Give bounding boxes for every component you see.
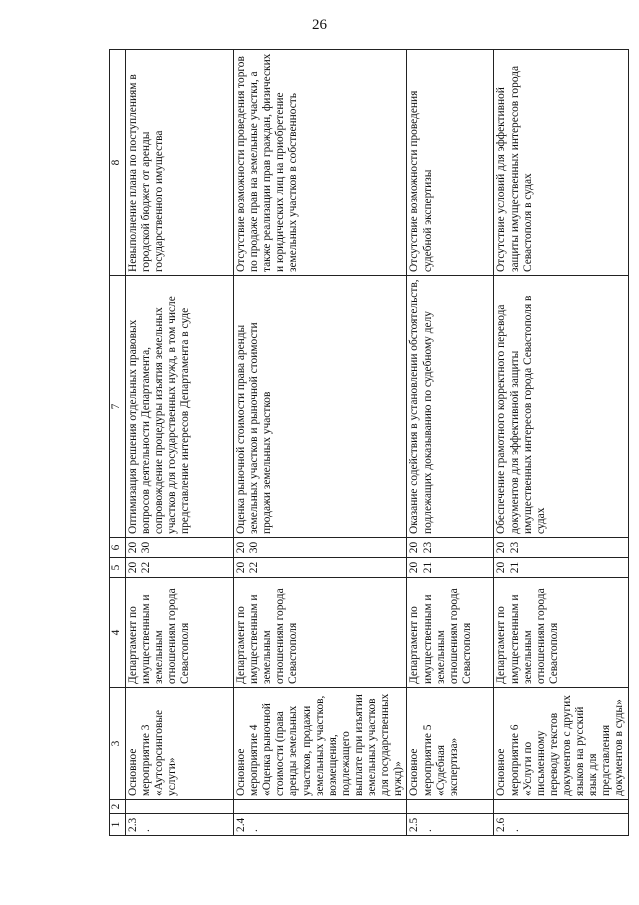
start-year-cell: 2021 [494,558,628,578]
row-number: 2.3. [126,814,234,836]
table-row [494,50,628,836]
table-frame [109,50,626,836]
table-row [234,50,407,836]
header-cell-4: 4 [110,578,126,688]
row-number: 2.6. [494,814,628,836]
executor-cell: Департамент по имущественным и земельным отношениям города Севастополя [407,578,494,688]
row-number: 2.4. [234,814,407,836]
end-year-cell: 2023 [494,538,628,558]
header-cell-6: 6 [110,538,126,558]
row-col2 [494,800,628,814]
rotated-table-container [109,50,626,836]
row-col2 [126,800,234,814]
activity-cell: Основное мероприятие 6 «Услуги по письменному переводу текстов документов с других языков на русский язык для представления документов в суды» [494,688,628,800]
end-year-cell: 2030 [126,538,234,558]
row-col2 [407,800,494,814]
start-year-cell: 2022 [234,558,407,578]
header-cell-1: 1 [110,814,126,836]
page-number: 26 [312,17,327,33]
table-row [407,50,494,836]
activity-cell: Основное мероприятие 5 «Судебная экспертиза» [407,688,494,800]
header-cell-3: 3 [110,688,126,800]
consequences-cell: Отсутствие возможности проведения торгов по продаже прав на земельные участки, а также реализации прав граждан, физических и юридических лиц на приобретение земельных участков в собственность [234,50,407,276]
header-cell-2: 2 [110,800,126,814]
start-year-cell: 2021 [407,558,494,578]
executor-cell: Департамент по имущественным и земельным отношениям города Севастополя [126,578,234,688]
end-year-cell: 2030 [234,538,407,558]
header-cell-8: 8 [110,50,126,276]
consequences-cell: Отсутствие условий для эффективной защиты имущественных интересов города Севастополя в судах [494,50,628,276]
row-number: 2.5. [407,814,494,836]
activity-cell: Основное мероприятие 3 «Аутсорсинговые услуги» [126,688,234,800]
header-cell-5: 5 [110,558,126,578]
activity-cell: Основное мероприятие 4 «Оценка рыночной стоимости (права аренды земельных участков, продажи земельных участков, возмещения, подлежащего выплате при изъятии земельных участков для государственных нужд)» [234,688,407,800]
consequences-cell: Невыполнение плана по поступлениям в городской бюджет от аренды государственного имущества [126,50,234,276]
row-col2 [234,800,407,814]
header-row [110,50,126,836]
result-cell: Обеспечение грамотного корректного перевода документов для эффективной защиты имущественных интересов города Севастополя в судах [494,276,628,538]
table-row [126,50,234,836]
executor-cell: Департамент по имущественным и земельным отношениям города Севастополя [234,578,407,688]
result-cell: Оценка рыночной стоимости права аренды земельных участков и рыночной стоимости продажи земельных участков [234,276,407,538]
result-cell: Оказание содействия в установлении обстоятельств, подлежащих доказыванию по судебному делу [407,276,494,538]
result-cell: Оптимизация решения отдельных правовых вопросов деятельности Департамента, сопровождение процедуры изъятия земельных участков для государственных нужд, в том числе представление интересов Департамента в суде [126,276,234,538]
program-activities-table [109,49,629,836]
end-year-cell: 2023 [407,538,494,558]
start-year-cell: 2022 [126,558,234,578]
header-cell-7: 7 [110,276,126,538]
executor-cell: Департамент по имущественным и земельным отношениям города Севастополя [494,578,628,688]
consequences-cell: Отсутствие возможности проведения судебной экспертизы [407,50,494,276]
